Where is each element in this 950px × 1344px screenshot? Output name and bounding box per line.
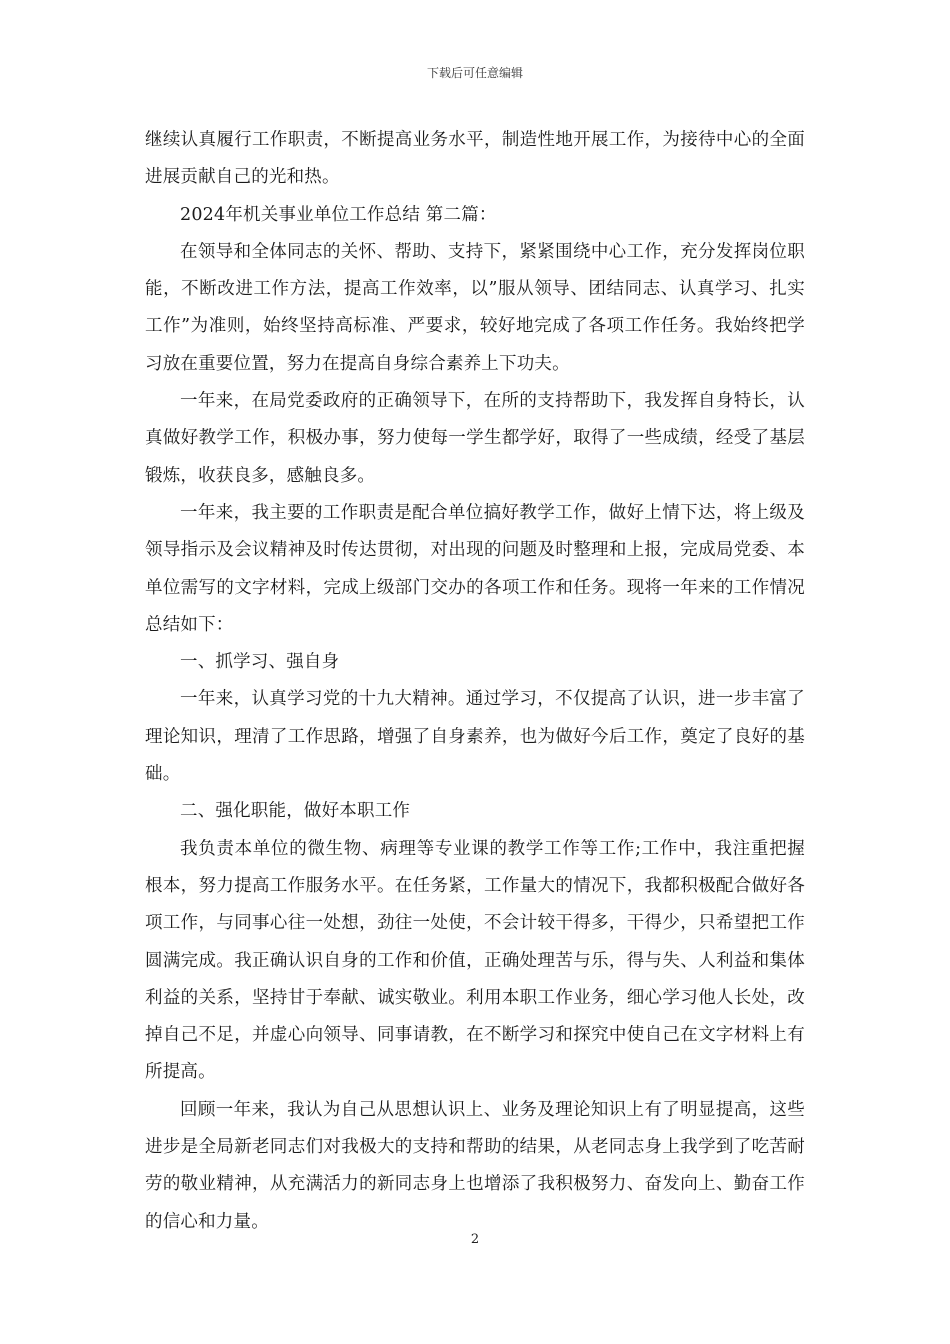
paragraph: 一年来，我主要的工作职责是配合单位搞好教学工作，做好上情下达，将上级及领导指示及会议精神及时传达贯彻，对出现的问题及时整理和上报，完成局党委、本单位需写的文字材料，完成上级部门交办的各项工作和任务。现将一年来的工作情况总结如下： xyxy=(145,502,805,635)
page-header: 下载后可任意编辑 xyxy=(426,66,523,80)
section-heading-2: 二、强化职能，做好本职工作 xyxy=(180,801,411,822)
section-heading-1: 一、抓学习、强自身 xyxy=(180,652,340,673)
paragraph: 一年来，在局党委政府的正确领导下，在所的支持帮助下，我发挥自身特长，认真做好教学工作，积极办事，努力使每一学生都学好，取得了一些成绩，经受了基层锻炼，收获良多，感触良多。 xyxy=(145,391,805,486)
paragraph: 我负责本单位的微生物、病理等专业课的教学工作等工作;工作中，我注重把握根本，努力提高工作服务水平。在任务紧，工作量大的情况下，我都积极配合做好各项工作，与同事心往一处想，劲往一处使，不会计较干得多，干得少，只希望把工作圆满完成。我正确认识自身的工作和价值，正确处理苦与乐，得与失、人利益和集体利益的关系，坚持甘于奉献、诚实敬业。利用本职工作业务，细心学习他人长处，改掉自己不足，并虚心向领导、同事请教，在不断学习和探究中使自己在文字材料上有所提高。 xyxy=(145,838,805,1083)
section-title: 2024年机关事业单位工作总结 第二篇： xyxy=(180,204,497,225)
paragraph: 回顾一年来，我认为自己从思想认识上、业务及理论知识上有了明显提高，这些进步是全局新老同志们对我极大的支持和帮助的结果，从老同志身上我学到了吃苦耐劳的敬业精神，从充满活力的新同志身上也增添了我积极努力、奋发向上、勤奋工作的信心和力量。 xyxy=(145,1099,805,1232)
paragraph: 在领导和全体同志的关怀、帮助、支持下，紧紧围绕中心工作，充分发挥岗位职能，不断改进工作方法，提高工作效率，以”服从领导、团结同志、认真学习、扎实工作”为准则，始终坚持高标准、严要求，较好地完成了各项工作任务。我始终把学习放在重要位置，努力在提高自身综合素养上下功夫。 xyxy=(145,241,805,374)
page-number: 2 xyxy=(470,1232,480,1247)
paragraph-continuation: 继续认真履行工作职责，不断提高业务水平，制造性地开展工作，为接待中心的全面进展贡献自己的光和热。 xyxy=(145,130,805,188)
paragraph: 一年来，认真学习党的十九大精神。通过学习，不仅提高了认识，进一步丰富了理论知识，理清了工作思路，增强了自身素养，也为做好今后工作，奠定了良好的基础。 xyxy=(145,689,805,785)
document-body xyxy=(145,122,805,1241)
